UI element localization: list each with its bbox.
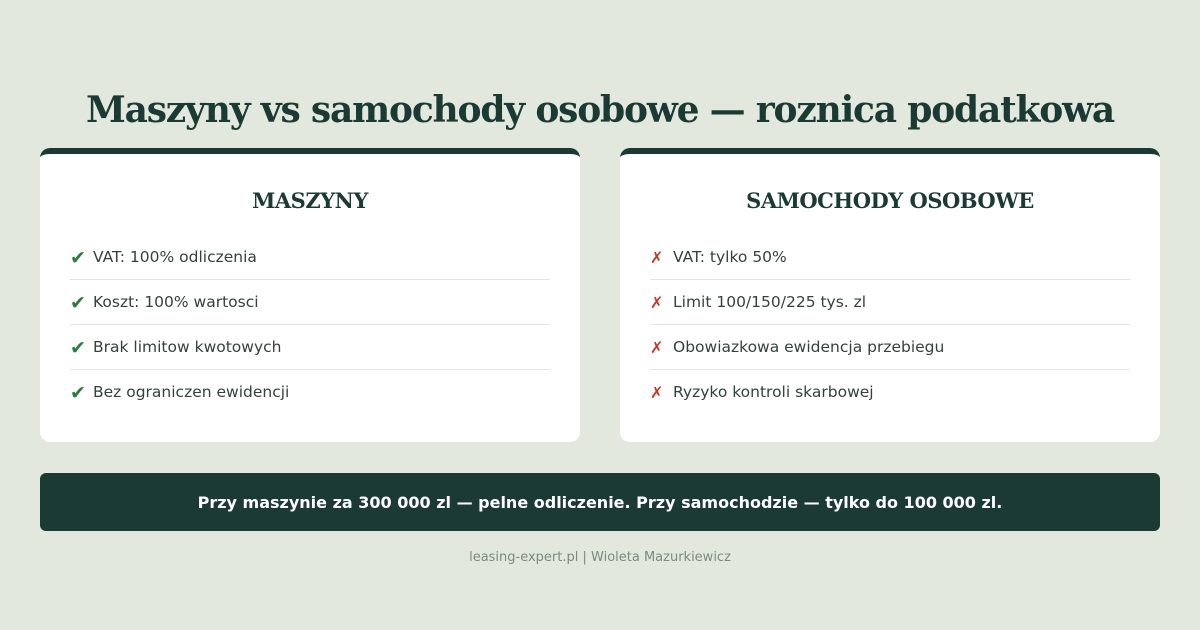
list-item [70,370,550,414]
list-item [650,370,1130,414]
list-item [70,325,550,370]
list-item-text: Limit 100/150/225 tys. zl [673,293,867,311]
machines-card-title: MASZYNY [252,188,368,213]
list-item-text: Brak limitow kwotowych [93,338,282,356]
list-item-text: VAT: 100% odliczenia [93,248,257,266]
machines-list [70,235,550,414]
list-item-text: Ryzyko kontroli skarbowej [673,383,874,401]
check-icon: ✔ [70,336,86,359]
cars-list [650,235,1130,414]
list-item [650,325,1130,370]
list-item-text: Bez ograniczen ewidencji [93,383,290,401]
list-item [70,235,550,280]
list-item-text: Obowiazkowa ewidencja przebiegu [673,338,945,356]
check-icon: ✔ [70,381,86,404]
cars-card-title: SAMOCHODY OSOBOWE [746,188,1034,213]
list-item [70,280,550,325]
page-title: Maszyny vs samochody osobowe — roznica podatkowa [85,89,1115,132]
summary-text: Przy maszynie za 300 000 zl — pelne odliczenie. Przy samochodzie — tylko do 100 000 zl. [197,492,1003,512]
cross-icon: ✗ [650,383,664,402]
check-icon: ✔ [70,246,86,269]
footer-credit: leasing-expert.pl | Wioleta Mazurkiewicz [469,550,731,565]
cross-icon: ✗ [650,248,664,267]
summary-banner [40,473,1160,531]
cars-card [620,148,1160,442]
list-item-text: VAT: tylko 50% [673,248,787,266]
list-item [650,235,1130,280]
machines-card [40,148,580,442]
list-item [650,280,1130,325]
cross-icon: ✗ [650,293,664,312]
list-item-text: Koszt: 100% wartosci [93,293,259,311]
check-icon: ✔ [70,291,86,314]
cross-icon: ✗ [650,338,664,357]
